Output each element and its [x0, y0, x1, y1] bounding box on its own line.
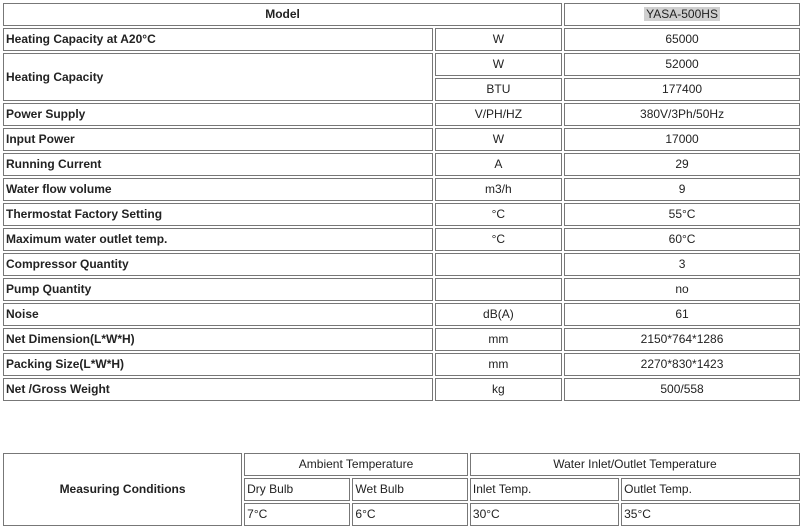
row-value: 9 — [564, 178, 800, 201]
row-label: Heating Capacity at A20°C — [3, 28, 433, 51]
outlet-temp-header: Outlet Temp. — [621, 478, 800, 501]
row-value: 52000 — [564, 53, 800, 76]
row-value: 177400 — [564, 78, 800, 101]
row-label: Input Power — [3, 128, 433, 151]
row-unit: dB(A) — [435, 303, 562, 326]
table-row — [3, 103, 800, 126]
row-label: Compressor Quantity — [3, 253, 433, 276]
inlet-temp-header: Inlet Temp. — [470, 478, 619, 501]
measuring-conditions-label: Measuring Conditions — [3, 453, 242, 526]
row-unit: mm — [435, 328, 562, 351]
row-label: Running Current — [3, 153, 433, 176]
row-unit: W — [435, 28, 562, 51]
table-row — [3, 203, 800, 226]
row-unit: BTU — [435, 78, 562, 101]
table-row — [3, 228, 800, 251]
table-row — [3, 353, 800, 376]
row-unit: °C — [435, 228, 562, 251]
row-label: Water flow volume — [3, 178, 433, 201]
row-label: Maximum water outlet temp. — [3, 228, 433, 251]
row-label: Noise — [3, 303, 433, 326]
table-row — [3, 453, 800, 476]
model-value: YASA-500HS — [646, 7, 718, 21]
row-label: Packing Size(L*W*H) — [3, 353, 433, 376]
inlet-temp-value: 30°C — [470, 503, 619, 526]
table-row — [3, 253, 800, 276]
row-unit — [435, 253, 562, 276]
row-unit: V/PH/HZ — [435, 103, 562, 126]
table-row — [3, 378, 800, 401]
row-value: 2270*830*1423 — [564, 353, 800, 376]
model-value-cell — [564, 3, 800, 26]
table-row — [3, 153, 800, 176]
wet-bulb-header: Wet Bulb — [352, 478, 467, 501]
row-unit: kg — [435, 378, 562, 401]
table-row — [3, 28, 800, 51]
ambient-temperature-header: Ambient Temperature — [244, 453, 468, 476]
row-value: 29 — [564, 153, 800, 176]
dry-bulb-header: Dry Bulb — [244, 478, 350, 501]
row-value: 65000 — [564, 28, 800, 51]
spec-table — [1, 1, 800, 403]
wet-bulb-value: 6°C — [352, 503, 467, 526]
table-row — [3, 278, 800, 301]
table-row — [3, 128, 800, 151]
table-header-row — [3, 3, 800, 26]
outlet-temp-value: 35°C — [621, 503, 800, 526]
row-value: 500/558 — [564, 378, 800, 401]
water-temperature-header: Water Inlet/Outlet Temperature — [470, 453, 800, 476]
row-label: Net Dimension(L*W*H) — [3, 328, 433, 351]
row-label: Thermostat Factory Setting — [3, 203, 433, 226]
row-label: Power Supply — [3, 103, 433, 126]
dry-bulb-value: 7°C — [244, 503, 350, 526]
table-row — [3, 178, 800, 201]
row-unit: mm — [435, 353, 562, 376]
table-row — [3, 303, 800, 326]
row-unit: °C — [435, 203, 562, 226]
table-row — [3, 328, 800, 351]
row-value: 17000 — [564, 128, 800, 151]
row-label: Net /Gross Weight — [3, 378, 433, 401]
row-label: Pump Quantity — [3, 278, 433, 301]
row-unit: W — [435, 53, 562, 76]
row-unit — [435, 278, 562, 301]
row-value: 380V/3Ph/50Hz — [564, 103, 800, 126]
row-value: 55°C — [564, 203, 800, 226]
row-value: 60°C — [564, 228, 800, 251]
row-value: no — [564, 278, 800, 301]
table-row — [3, 53, 800, 76]
row-unit: A — [435, 153, 562, 176]
row-value: 61 — [564, 303, 800, 326]
model-label: Model — [3, 3, 562, 26]
measuring-conditions-table — [1, 451, 800, 528]
row-unit: W — [435, 128, 562, 151]
row-value: 3 — [564, 253, 800, 276]
row-label: Heating Capacity — [3, 53, 433, 101]
row-value: 2150*764*1286 — [564, 328, 800, 351]
row-unit: m3/h — [435, 178, 562, 201]
